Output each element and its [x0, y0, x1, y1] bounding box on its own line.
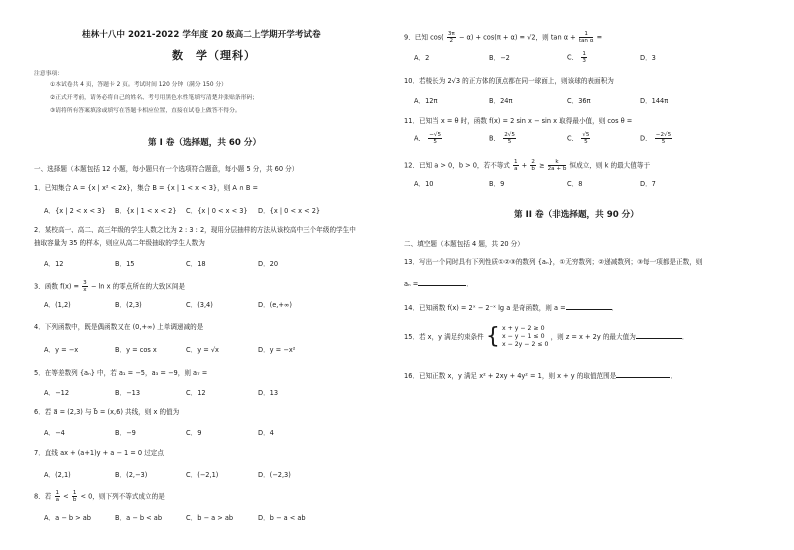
q6-option-d: D．4 — [258, 429, 274, 437]
fraction: $\frac{1}{3}$ — [582, 51, 586, 64]
answer-blank[interactable] — [566, 309, 612, 310]
q12-option-b: B．9 — [489, 180, 505, 188]
q10-option-a: A．12π — [414, 97, 438, 105]
q12-option-a: A．10 — [414, 180, 434, 188]
q13-stem: 13．写出一个同时具有下列性质①②③的数列 {aₙ}，①无穷数列；②递减数列；③每一项都是正数，则 — [404, 258, 703, 266]
fraction: $\frac{1}{a}$ — [514, 159, 518, 172]
q1-option-b: B．{x | 1 < x < 2} — [115, 207, 177, 215]
q12-option-d: D．7 — [640, 180, 656, 188]
q5-stem: 5．在等差数列 {aₙ} 中，若 a₁ = −5，a₃ = −9，则 a₇ = — [34, 369, 208, 377]
q5-option-d: D．13 — [258, 389, 279, 397]
q2-option-c: C．18 — [186, 260, 206, 268]
q6-option-b: B．−9 — [115, 429, 136, 437]
notes-label: 注意事项： — [34, 71, 63, 77]
fraction: $\frac{1}{a}$ — [55, 490, 60, 503]
q15-stem: 15．若 x，y 满足约束条件 { x + y − 2 ≥ 0 x − y − 1 ≤ 0 x − 2y − 2 ≤ 0 ，则 z = x + 2y 的最大值为 ． — [404, 324, 689, 349]
q10-option-c: C．36π — [567, 97, 591, 105]
q1-stem: 1．已知集合 A = {x | x² < 2x}，集合 B = {x | 1 < x < 3}，则 A ∩ B = — [34, 184, 259, 192]
q8-option-d: D．b − a < ab — [258, 514, 306, 522]
q6-option-a: A．−4 — [44, 429, 65, 437]
fraction: $\frac{-√5}{5}$ — [429, 132, 442, 145]
q4-option-a: A．y = −x — [44, 346, 79, 354]
q9-option-c: C． $\frac{1}{3}$ — [567, 51, 586, 64]
q7-option-b: B．(2,−3) — [115, 471, 148, 479]
q10-option-d: D．144π — [640, 97, 669, 105]
q9-stem: 9．已知 cos( $\frac{3\pi}{2}$ − α) + cos(π + α) = √2，则 tan α + $\frac{1}{\text{tan α}}$ = — [404, 31, 603, 44]
part1-section: 一、选择题（本题包括 12 小题，每小题只有一个选项符合题意，每小题 5 分，共 60 分） — [34, 165, 299, 173]
q13-answer-line: aₙ = ． — [404, 280, 473, 288]
q9-option-b: B．−2 — [489, 54, 510, 62]
q11-option-c: C． $\frac{√5}{5}$ — [567, 132, 590, 145]
q2-stem-line2: 抽取容量为 35 的样本，则应从高二年级抽取的学生人数为 — [34, 239, 205, 247]
q3-option-c: C．(3,4) — [186, 301, 213, 309]
q8-option-a: A．a − b > ab — [44, 514, 91, 522]
fraction: $\frac{3}{x}$ — [83, 280, 87, 293]
fraction: $\frac{3\pi}{2}$ — [447, 31, 455, 44]
fraction: $\frac{2}{b}$ — [531, 159, 535, 172]
constraint-system: x + y − 2 ≥ 0 x − y − 1 ≤ 0 x − 2y − 2 ≤ 0 — [501, 325, 549, 348]
q2-stem-line1: 2．某校高一、高二、高三年级的学生人数之比为 2 : 3 : 2，现用分层抽样的方法从该校高中三个年级的学生中 — [34, 226, 356, 234]
q12-stem: 12．已知 a > 0，b > 0，若不等式 $\frac{1}{a}$ + $\frac{2}{b}$ ≥ $\frac{k}{2a + b}$ 恒成立，则 k 的最大值等于 — [404, 159, 651, 172]
q4-option-c: C．y = √x — [186, 346, 219, 354]
q5-option-c: C．12 — [186, 389, 206, 397]
q8-option-b: B．a − b < ab — [115, 514, 163, 522]
answer-blank[interactable] — [418, 285, 466, 286]
q7-option-c: C．(−2,1) — [186, 471, 219, 479]
q8-option-c: C．b − a > ab — [186, 514, 234, 522]
fraction: $\frac{1}{\text{tan α}}$ — [578, 31, 594, 44]
note-1: ①本试卷共 4 页，答题卡 2 页。考试时间 120 分钟（满分 150 分） — [50, 82, 227, 88]
q7-option-d: D．(−2,3) — [258, 471, 291, 479]
fraction: $\frac{1}{b}$ — [72, 490, 77, 503]
q6-option-c: C．9 — [186, 429, 202, 437]
q4-stem: 4．下列函数中，既是偶函数又在 (0,+∞) 上单调递减的是 — [34, 323, 204, 331]
answer-blank[interactable] — [636, 338, 682, 339]
q11-stem: 11．已知当 x = θ 时，函数 f(x) = 2 sin x − sin x 取得最小值，则 cos θ = — [404, 117, 633, 125]
note-3: ③请将所有答案填涂或填写在答题卡相应位置，直接在试卷上做答不得分。 — [50, 108, 241, 114]
q5-option-b: B．−13 — [115, 389, 141, 397]
part2-title: 第 II 卷（非选择题，共 90 分） — [514, 210, 639, 220]
subject-title: 数 学（理科） — [172, 49, 256, 62]
q9-option-a: A．2 — [414, 54, 430, 62]
q1-option-c: C．{x | 0 < x < 3} — [186, 207, 248, 215]
note-2: ②正式开考前，请务必将自己的姓名、考号用黑色水性笔填写清楚并张贴条形码； — [50, 95, 259, 101]
q10-stem: 10．若棱长为 2√3 的正方体的顶点都在同一球面上，则该球的表面积为 — [404, 77, 614, 85]
brace-icon: { — [485, 324, 500, 349]
q3-option-b: B．(2,3) — [115, 301, 142, 309]
fraction: $\frac{2√5}{5}$ — [504, 132, 515, 145]
part2-section: 二、填空题（本题包括 4 题，共 20 分） — [404, 240, 524, 248]
q1-option-a: A．{x | 2 < x < 3} — [44, 207, 106, 215]
q11-option-d: D． $\frac{-2√5}{5}$ — [640, 132, 672, 145]
exam-title: 桂林十八中 2021-2022 学年度 20 级高二上学期开学考试卷 — [82, 30, 321, 40]
q10-option-b: B．24π — [489, 97, 513, 105]
q11-option-b: B． $\frac{2√5}{5}$ — [489, 132, 515, 145]
q1-option-d: D．{x | 0 < x < 2} — [258, 207, 321, 215]
q3-stem: 3．函数 f(x) = $\frac{3}{x}$ − ln x 的零点所在的大致区间是 — [34, 280, 186, 293]
q3-option-d: D．(e,+∞) — [258, 301, 292, 309]
q8-stem: 8．若 $\frac{1}{a}$ < $\frac{1}{b}$ < 0，则下列不等式成立的是 — [34, 490, 165, 503]
part1-title: 第 I 卷（选择题，共 60 分） — [148, 138, 262, 148]
q16-stem: 16．已知正数 x，y 满足 x² + 2xy + 4y² = 1，则 x + y 的取值范围是 ． — [404, 372, 677, 380]
fraction: $\frac{√5}{5}$ — [582, 132, 590, 145]
q14-stem: 14．已知函数 f(x) = 2ˣ − 2⁻ˣ lg a 是奇函数，则 a = ． — [404, 304, 619, 312]
q3-option-a: A．(1,2) — [44, 301, 71, 309]
fraction: $\frac{k}{2a + b}$ — [547, 159, 567, 172]
answer-blank[interactable] — [616, 377, 670, 378]
q2-option-d: D．20 — [258, 260, 279, 268]
q4-option-b: B．y = cos x — [115, 346, 157, 354]
q4-option-d: D．y = −x² — [258, 346, 296, 354]
q11-option-a: A． $\frac{-√5}{5}$ — [414, 132, 442, 145]
q7-stem: 7．直线 ax + (a+1)y + a − 1 = 0 过定点 — [34, 449, 164, 457]
q2-option-b: B．15 — [115, 260, 135, 268]
q5-option-a: A．−12 — [44, 389, 70, 397]
q7-option-a: A．(2,1) — [44, 471, 71, 479]
q6-stem: 6．若 a⃗ = (2,3) 与 b⃗ = (x,6) 共线，则 x 的值为 — [34, 408, 180, 416]
fraction: $\frac{-2√5}{5}$ — [655, 132, 672, 145]
q9-option-d: D．3 — [640, 54, 656, 62]
q12-option-c: C．8 — [567, 180, 583, 188]
q2-option-a: A．12 — [44, 260, 64, 268]
